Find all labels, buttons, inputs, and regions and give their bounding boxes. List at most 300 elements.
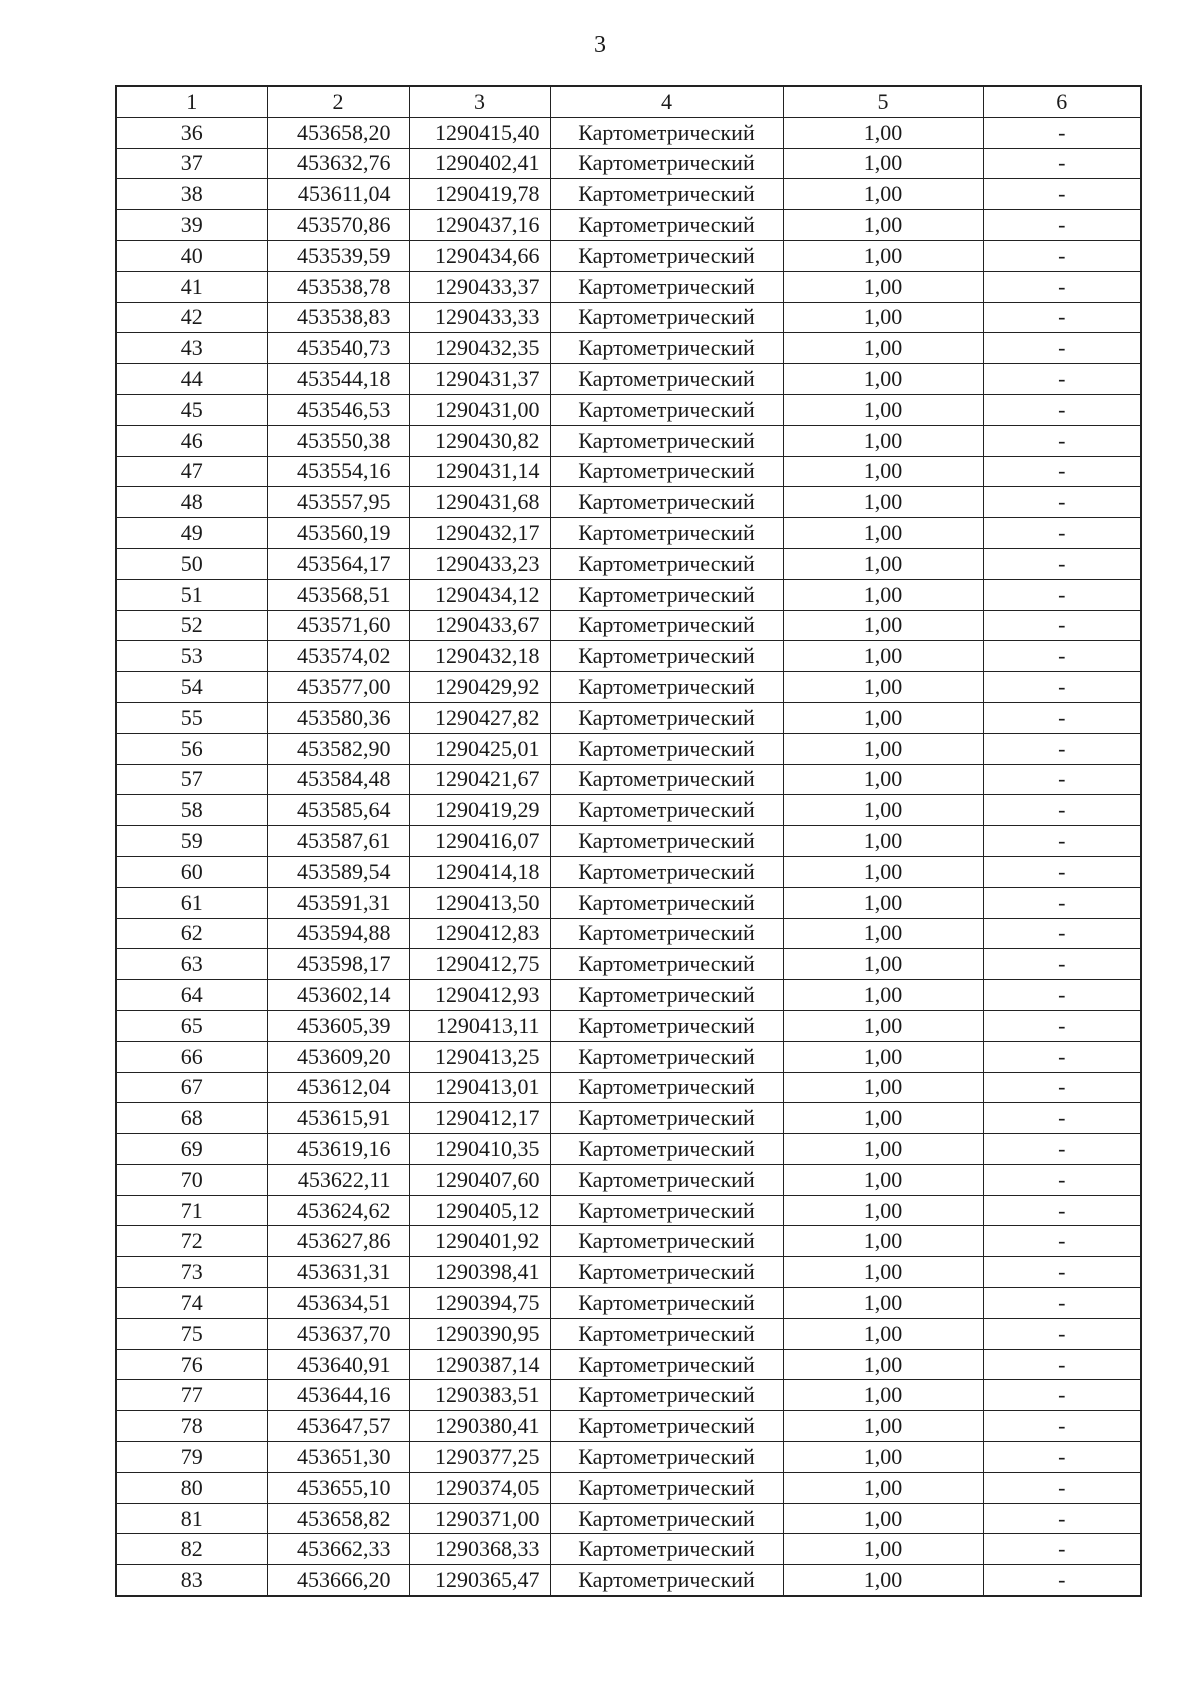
- description-cell: -: [983, 425, 1141, 456]
- description-cell: -: [983, 210, 1141, 241]
- column-header: 2: [267, 86, 409, 117]
- point-number-cell: 63: [116, 949, 267, 980]
- description-cell: -: [983, 672, 1141, 703]
- x-coordinate-cell: 453631,31: [267, 1257, 409, 1288]
- y-coordinate-cell: 1290433,37: [409, 271, 550, 302]
- accuracy-cell: 1,00: [783, 148, 983, 179]
- table-row: [116, 518, 1141, 549]
- table-row: [116, 1565, 1141, 1596]
- method-cell: Картометрический: [550, 117, 783, 148]
- accuracy-cell: 1,00: [783, 1411, 983, 1442]
- y-coordinate-cell: 1290398,41: [409, 1257, 550, 1288]
- x-coordinate-cell: 453634,51: [267, 1288, 409, 1319]
- y-coordinate-cell: 1290412,75: [409, 949, 550, 980]
- table-row: [116, 1503, 1141, 1534]
- method-cell: Картометрический: [550, 1195, 783, 1226]
- point-number-cell: 55: [116, 702, 267, 733]
- method-cell: Картометрический: [550, 1318, 783, 1349]
- description-cell: -: [983, 364, 1141, 395]
- table-row: [116, 548, 1141, 579]
- x-coordinate-cell: 453627,86: [267, 1226, 409, 1257]
- accuracy-cell: 1,00: [783, 579, 983, 610]
- point-number-cell: 74: [116, 1288, 267, 1319]
- x-coordinate-cell: 453580,36: [267, 702, 409, 733]
- table-row: [116, 1164, 1141, 1195]
- table-row: [116, 425, 1141, 456]
- description-cell: -: [983, 1072, 1141, 1103]
- description-cell: -: [983, 548, 1141, 579]
- description-cell: -: [983, 117, 1141, 148]
- point-number-cell: 58: [116, 795, 267, 826]
- column-header: 1: [116, 86, 267, 117]
- x-coordinate-cell: 453619,16: [267, 1134, 409, 1165]
- y-coordinate-cell: 1290431,14: [409, 456, 550, 487]
- column-header: 4: [550, 86, 783, 117]
- x-coordinate-cell: 453554,16: [267, 456, 409, 487]
- table-row: [116, 148, 1141, 179]
- accuracy-cell: 1,00: [783, 179, 983, 210]
- table-row: [116, 333, 1141, 364]
- table-row: [116, 579, 1141, 610]
- point-number-cell: 36: [116, 117, 267, 148]
- table-row: [116, 394, 1141, 425]
- accuracy-cell: 1,00: [783, 487, 983, 518]
- y-coordinate-cell: 1290390,95: [409, 1318, 550, 1349]
- method-cell: Картометрический: [550, 579, 783, 610]
- method-cell: Картометрический: [550, 1411, 783, 1442]
- table-row: [116, 795, 1141, 826]
- table-row: [116, 918, 1141, 949]
- accuracy-cell: 1,00: [783, 456, 983, 487]
- accuracy-cell: 1,00: [783, 733, 983, 764]
- point-number-cell: 49: [116, 518, 267, 549]
- description-cell: -: [983, 1565, 1141, 1596]
- y-coordinate-cell: 1290377,25: [409, 1442, 550, 1473]
- y-coordinate-cell: 1290430,82: [409, 425, 550, 456]
- point-number-cell: 54: [116, 672, 267, 703]
- y-coordinate-cell: 1290371,00: [409, 1503, 550, 1534]
- method-cell: Картометрический: [550, 1041, 783, 1072]
- description-cell: -: [983, 980, 1141, 1011]
- point-number-cell: 41: [116, 271, 267, 302]
- x-coordinate-cell: 453640,91: [267, 1349, 409, 1380]
- method-cell: Картометрический: [550, 518, 783, 549]
- y-coordinate-cell: 1290419,78: [409, 179, 550, 210]
- method-cell: Картометрический: [550, 980, 783, 1011]
- accuracy-cell: 1,00: [783, 1534, 983, 1565]
- y-coordinate-cell: 1290427,82: [409, 702, 550, 733]
- point-number-cell: 59: [116, 826, 267, 857]
- table-row: [116, 764, 1141, 795]
- point-number-cell: 61: [116, 887, 267, 918]
- description-cell: -: [983, 487, 1141, 518]
- method-cell: Картометрический: [550, 1257, 783, 1288]
- y-coordinate-cell: 1290413,11: [409, 1010, 550, 1041]
- point-number-cell: 43: [116, 333, 267, 364]
- column-header: 5: [783, 86, 983, 117]
- x-coordinate-cell: 453612,04: [267, 1072, 409, 1103]
- x-coordinate-cell: 453587,61: [267, 826, 409, 857]
- y-coordinate-cell: 1290416,07: [409, 826, 550, 857]
- table-row: [116, 1257, 1141, 1288]
- accuracy-cell: 1,00: [783, 271, 983, 302]
- y-coordinate-cell: 1290432,17: [409, 518, 550, 549]
- point-number-cell: 62: [116, 918, 267, 949]
- table-row: [116, 949, 1141, 980]
- table-row: [116, 1010, 1141, 1041]
- point-number-cell: 60: [116, 856, 267, 887]
- method-cell: Картометрический: [550, 887, 783, 918]
- table-row: [116, 1195, 1141, 1226]
- method-cell: Картометрический: [550, 148, 783, 179]
- table-row: [116, 1380, 1141, 1411]
- x-coordinate-cell: 453651,30: [267, 1442, 409, 1473]
- table-row: [116, 1534, 1141, 1565]
- table-row: [116, 1103, 1141, 1134]
- method-cell: Картометрический: [550, 795, 783, 826]
- x-coordinate-cell: 453602,14: [267, 980, 409, 1011]
- method-cell: Картометрический: [550, 856, 783, 887]
- point-number-cell: 67: [116, 1072, 267, 1103]
- y-coordinate-cell: 1290432,35: [409, 333, 550, 364]
- table-row: [116, 1318, 1141, 1349]
- accuracy-cell: 1,00: [783, 1226, 983, 1257]
- x-coordinate-cell: 453647,57: [267, 1411, 409, 1442]
- accuracy-cell: 1,00: [783, 1503, 983, 1534]
- method-cell: Картометрический: [550, 610, 783, 641]
- table-row: [116, 1072, 1141, 1103]
- point-number-cell: 46: [116, 425, 267, 456]
- accuracy-cell: 1,00: [783, 1565, 983, 1596]
- point-number-cell: 39: [116, 210, 267, 241]
- method-cell: Картометрический: [550, 425, 783, 456]
- table-row: [116, 1349, 1141, 1380]
- point-number-cell: 64: [116, 980, 267, 1011]
- y-coordinate-cell: 1290434,12: [409, 579, 550, 610]
- y-coordinate-cell: 1290412,17: [409, 1103, 550, 1134]
- method-cell: Картометрический: [550, 364, 783, 395]
- description-cell: -: [983, 764, 1141, 795]
- description-cell: -: [983, 1288, 1141, 1319]
- point-number-cell: 78: [116, 1411, 267, 1442]
- y-coordinate-cell: 1290433,67: [409, 610, 550, 641]
- x-coordinate-cell: 453666,20: [267, 1565, 409, 1596]
- table-row: [116, 487, 1141, 518]
- x-coordinate-cell: 453632,76: [267, 148, 409, 179]
- y-coordinate-cell: 1290365,47: [409, 1565, 550, 1596]
- x-coordinate-cell: 453655,10: [267, 1472, 409, 1503]
- description-cell: -: [983, 1442, 1141, 1473]
- point-number-cell: 51: [116, 579, 267, 610]
- table-row: [116, 887, 1141, 918]
- method-cell: Картометрический: [550, 1380, 783, 1411]
- method-cell: Картометрический: [550, 1288, 783, 1319]
- method-cell: Картометрический: [550, 271, 783, 302]
- description-cell: -: [983, 1195, 1141, 1226]
- method-cell: Картометрический: [550, 456, 783, 487]
- header-row: [116, 86, 1141, 117]
- point-number-cell: 65: [116, 1010, 267, 1041]
- point-number-cell: 71: [116, 1195, 267, 1226]
- description-cell: -: [983, 1503, 1141, 1534]
- accuracy-cell: 1,00: [783, 240, 983, 271]
- method-cell: Картометрический: [550, 210, 783, 241]
- method-cell: Картометрический: [550, 1442, 783, 1473]
- point-number-cell: 50: [116, 548, 267, 579]
- description-cell: -: [983, 456, 1141, 487]
- method-cell: Картометрический: [550, 1503, 783, 1534]
- table-row: [116, 210, 1141, 241]
- accuracy-cell: 1,00: [783, 302, 983, 333]
- method-cell: Картометрический: [550, 1349, 783, 1380]
- y-coordinate-cell: 1290410,35: [409, 1134, 550, 1165]
- point-number-cell: 53: [116, 641, 267, 672]
- description-cell: -: [983, 394, 1141, 425]
- x-coordinate-cell: 453624,62: [267, 1195, 409, 1226]
- accuracy-cell: 1,00: [783, 1103, 983, 1134]
- y-coordinate-cell: 1290437,16: [409, 210, 550, 241]
- method-cell: Картометрический: [550, 1103, 783, 1134]
- x-coordinate-cell: 453550,38: [267, 425, 409, 456]
- accuracy-cell: 1,00: [783, 980, 983, 1011]
- x-coordinate-cell: 453560,19: [267, 518, 409, 549]
- table-row: [116, 179, 1141, 210]
- accuracy-cell: 1,00: [783, 1134, 983, 1165]
- table-row: [116, 1226, 1141, 1257]
- point-number-cell: 57: [116, 764, 267, 795]
- accuracy-cell: 1,00: [783, 764, 983, 795]
- accuracy-cell: 1,00: [783, 1041, 983, 1072]
- accuracy-cell: 1,00: [783, 1010, 983, 1041]
- table-row: [116, 980, 1141, 1011]
- x-coordinate-cell: 453658,82: [267, 1503, 409, 1534]
- method-cell: Картометрический: [550, 1226, 783, 1257]
- y-coordinate-cell: 1290433,23: [409, 548, 550, 579]
- x-coordinate-cell: 453644,16: [267, 1380, 409, 1411]
- method-cell: Картометрический: [550, 240, 783, 271]
- y-coordinate-cell: 1290412,93: [409, 980, 550, 1011]
- description-cell: -: [983, 240, 1141, 271]
- point-number-cell: 56: [116, 733, 267, 764]
- method-cell: Картометрический: [550, 302, 783, 333]
- table-row: [116, 733, 1141, 764]
- method-cell: Картометрический: [550, 548, 783, 579]
- x-coordinate-cell: 453662,33: [267, 1534, 409, 1565]
- accuracy-cell: 1,00: [783, 887, 983, 918]
- table-header: [116, 86, 1141, 117]
- description-cell: -: [983, 826, 1141, 857]
- point-number-cell: 37: [116, 148, 267, 179]
- x-coordinate-cell: 453637,70: [267, 1318, 409, 1349]
- method-cell: Картометрический: [550, 1565, 783, 1596]
- accuracy-cell: 1,00: [783, 1288, 983, 1319]
- accuracy-cell: 1,00: [783, 672, 983, 703]
- description-cell: -: [983, 641, 1141, 672]
- accuracy-cell: 1,00: [783, 1318, 983, 1349]
- y-coordinate-cell: 1290407,60: [409, 1164, 550, 1195]
- x-coordinate-cell: 453598,17: [267, 949, 409, 980]
- method-cell: Картометрический: [550, 764, 783, 795]
- y-coordinate-cell: 1290429,92: [409, 672, 550, 703]
- accuracy-cell: 1,00: [783, 117, 983, 148]
- point-number-cell: 80: [116, 1472, 267, 1503]
- coordinates-table: [115, 85, 1142, 1597]
- accuracy-cell: 1,00: [783, 826, 983, 857]
- method-cell: Картометрический: [550, 826, 783, 857]
- point-number-cell: 66: [116, 1041, 267, 1072]
- table-row: [116, 1134, 1141, 1165]
- method-cell: Картометрический: [550, 333, 783, 364]
- table-row: [116, 1041, 1141, 1072]
- y-coordinate-cell: 1290419,29: [409, 795, 550, 826]
- accuracy-cell: 1,00: [783, 1349, 983, 1380]
- method-cell: Картометрический: [550, 1472, 783, 1503]
- description-cell: -: [983, 887, 1141, 918]
- point-number-cell: 73: [116, 1257, 267, 1288]
- point-number-cell: 52: [116, 610, 267, 641]
- method-cell: Картометрический: [550, 1072, 783, 1103]
- y-coordinate-cell: 1290405,12: [409, 1195, 550, 1226]
- point-number-cell: 76: [116, 1349, 267, 1380]
- accuracy-cell: 1,00: [783, 425, 983, 456]
- accuracy-cell: 1,00: [783, 548, 983, 579]
- x-coordinate-cell: 453582,90: [267, 733, 409, 764]
- y-coordinate-cell: 1290433,33: [409, 302, 550, 333]
- y-coordinate-cell: 1290413,50: [409, 887, 550, 918]
- point-number-cell: 42: [116, 302, 267, 333]
- description-cell: -: [983, 1318, 1141, 1349]
- x-coordinate-cell: 453591,31: [267, 887, 409, 918]
- accuracy-cell: 1,00: [783, 1195, 983, 1226]
- y-coordinate-cell: 1290434,66: [409, 240, 550, 271]
- accuracy-cell: 1,00: [783, 702, 983, 733]
- point-number-cell: 72: [116, 1226, 267, 1257]
- table-row: [116, 1288, 1141, 1319]
- y-coordinate-cell: 1290414,18: [409, 856, 550, 887]
- table-row: [116, 117, 1141, 148]
- table-row: [116, 610, 1141, 641]
- method-cell: Картометрический: [550, 641, 783, 672]
- accuracy-cell: 1,00: [783, 795, 983, 826]
- y-coordinate-cell: 1290431,68: [409, 487, 550, 518]
- method-cell: Картометрический: [550, 702, 783, 733]
- description-cell: -: [983, 518, 1141, 549]
- accuracy-cell: 1,00: [783, 918, 983, 949]
- y-coordinate-cell: 1290432,18: [409, 641, 550, 672]
- method-cell: Картометрический: [550, 1534, 783, 1565]
- description-cell: -: [983, 1534, 1141, 1565]
- x-coordinate-cell: 453622,11: [267, 1164, 409, 1195]
- table-row: [116, 641, 1141, 672]
- accuracy-cell: 1,00: [783, 949, 983, 980]
- table-row: [116, 672, 1141, 703]
- accuracy-cell: 1,00: [783, 394, 983, 425]
- x-coordinate-cell: 453538,83: [267, 302, 409, 333]
- x-coordinate-cell: 453568,51: [267, 579, 409, 610]
- y-coordinate-cell: 1290431,37: [409, 364, 550, 395]
- y-coordinate-cell: 1290368,33: [409, 1534, 550, 1565]
- column-header: 3: [409, 86, 550, 117]
- x-coordinate-cell: 453594,88: [267, 918, 409, 949]
- x-coordinate-cell: 453544,18: [267, 364, 409, 395]
- description-cell: -: [983, 1349, 1141, 1380]
- accuracy-cell: 1,00: [783, 1442, 983, 1473]
- method-cell: Картометрический: [550, 949, 783, 980]
- point-number-cell: 69: [116, 1134, 267, 1165]
- table-row: [116, 302, 1141, 333]
- x-coordinate-cell: 453540,73: [267, 333, 409, 364]
- y-coordinate-cell: 1290413,25: [409, 1041, 550, 1072]
- x-coordinate-cell: 453539,59: [267, 240, 409, 271]
- method-cell: Картометрический: [550, 1010, 783, 1041]
- table-row: [116, 1472, 1141, 1503]
- x-coordinate-cell: 453615,91: [267, 1103, 409, 1134]
- description-cell: -: [983, 302, 1141, 333]
- table-row: [116, 456, 1141, 487]
- x-coordinate-cell: 453557,95: [267, 487, 409, 518]
- page-number: 3: [594, 32, 606, 58]
- x-coordinate-cell: 453658,20: [267, 117, 409, 148]
- y-coordinate-cell: 1290415,40: [409, 117, 550, 148]
- method-cell: Картометрический: [550, 179, 783, 210]
- description-cell: -: [983, 179, 1141, 210]
- y-coordinate-cell: 1290380,41: [409, 1411, 550, 1442]
- accuracy-cell: 1,00: [783, 333, 983, 364]
- method-cell: Картометрический: [550, 672, 783, 703]
- description-cell: -: [983, 1411, 1141, 1442]
- x-coordinate-cell: 453585,64: [267, 795, 409, 826]
- accuracy-cell: 1,00: [783, 210, 983, 241]
- point-number-cell: 40: [116, 240, 267, 271]
- point-number-cell: 82: [116, 1534, 267, 1565]
- description-cell: -: [983, 610, 1141, 641]
- description-cell: -: [983, 949, 1141, 980]
- x-coordinate-cell: 453609,20: [267, 1041, 409, 1072]
- point-number-cell: 75: [116, 1318, 267, 1349]
- point-number-cell: 68: [116, 1103, 267, 1134]
- description-cell: -: [983, 1134, 1141, 1165]
- accuracy-cell: 1,00: [783, 1257, 983, 1288]
- accuracy-cell: 1,00: [783, 1380, 983, 1411]
- x-coordinate-cell: 453538,78: [267, 271, 409, 302]
- y-coordinate-cell: 1290402,41: [409, 148, 550, 179]
- description-cell: -: [983, 1010, 1141, 1041]
- point-number-cell: 44: [116, 364, 267, 395]
- description-cell: -: [983, 795, 1141, 826]
- table-row: [116, 240, 1141, 271]
- y-coordinate-cell: 1290394,75: [409, 1288, 550, 1319]
- description-cell: -: [983, 1164, 1141, 1195]
- y-coordinate-cell: 1290421,67: [409, 764, 550, 795]
- method-cell: Картометрический: [550, 733, 783, 764]
- x-coordinate-cell: 453564,17: [267, 548, 409, 579]
- description-cell: -: [983, 1380, 1141, 1411]
- table-row: [116, 364, 1141, 395]
- point-number-cell: 38: [116, 179, 267, 210]
- point-number-cell: 79: [116, 1442, 267, 1473]
- accuracy-cell: 1,00: [783, 856, 983, 887]
- description-cell: -: [983, 1226, 1141, 1257]
- point-number-cell: 47: [116, 456, 267, 487]
- y-coordinate-cell: 1290425,01: [409, 733, 550, 764]
- y-coordinate-cell: 1290412,83: [409, 918, 550, 949]
- y-coordinate-cell: 1290431,00: [409, 394, 550, 425]
- method-cell: Картометрический: [550, 1134, 783, 1165]
- description-cell: -: [983, 271, 1141, 302]
- table-body: [116, 117, 1141, 1596]
- y-coordinate-cell: 1290383,51: [409, 1380, 550, 1411]
- accuracy-cell: 1,00: [783, 518, 983, 549]
